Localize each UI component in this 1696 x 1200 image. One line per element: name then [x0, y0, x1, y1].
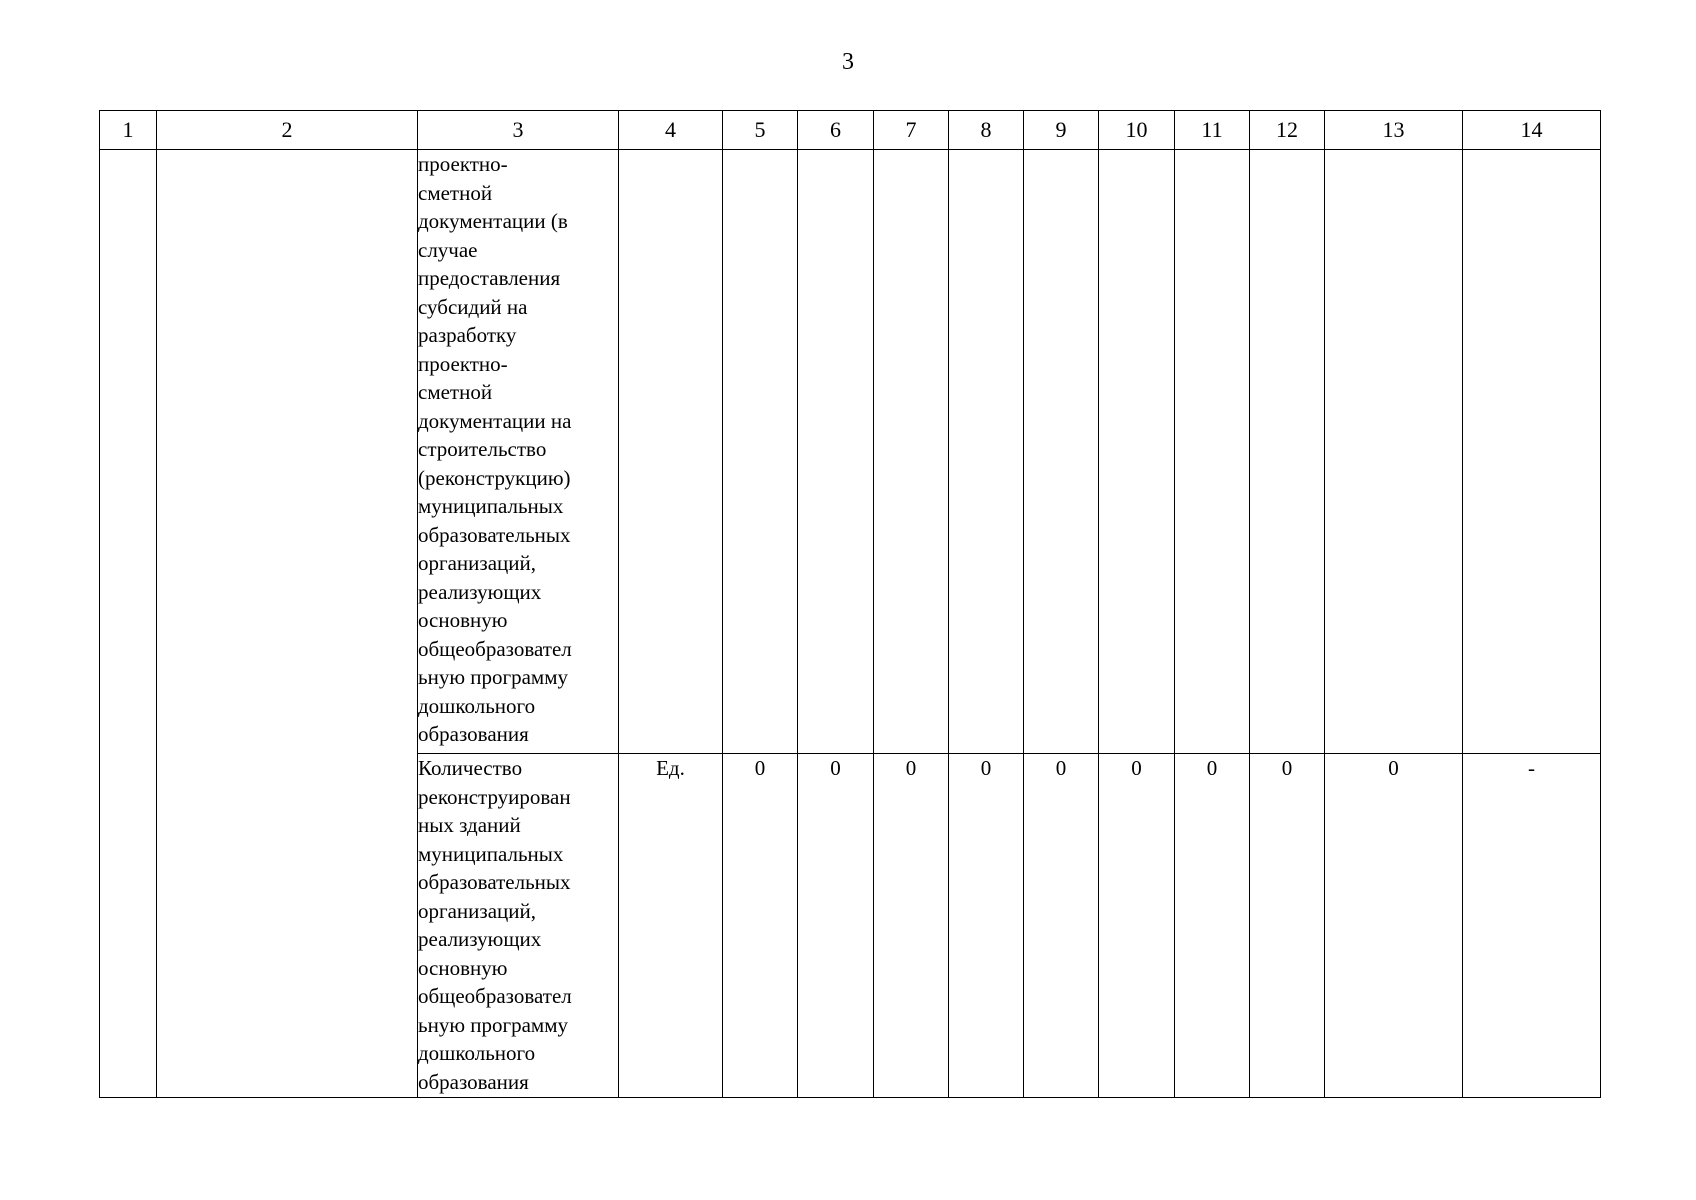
cell-value: [723, 150, 798, 754]
indicator-line: образования: [418, 1069, 529, 1094]
cell-value: 0: [949, 754, 1024, 1098]
indicator-line: сметной: [418, 180, 493, 205]
cell-value: [1325, 150, 1463, 754]
indicator-line: организаций,: [418, 551, 536, 575]
cell-number: [100, 150, 157, 1098]
indicator-line: реконструирован: [418, 784, 571, 809]
column-header: 6: [798, 111, 874, 150]
indicator-line: документации (в: [418, 209, 568, 233]
cell-value: [1099, 150, 1175, 754]
column-header: 12: [1250, 111, 1325, 150]
cell-value: 0: [798, 754, 874, 1098]
column-header: 1: [100, 111, 157, 150]
cell-indicator: [418, 150, 619, 754]
cell-value: [1024, 150, 1099, 754]
indicator-line: дошкольного: [418, 693, 536, 718]
column-header: 14: [1463, 111, 1601, 150]
indicator-line: субсидий на: [418, 294, 528, 319]
column-header: 7: [874, 111, 949, 150]
header-row: [100, 111, 1601, 150]
cell-note: -: [1463, 754, 1601, 1098]
indicator-line: предоставления: [418, 266, 561, 290]
cell-note: [1463, 150, 1601, 754]
indicator-line: ьную программу: [418, 1012, 569, 1037]
indicator-line: организаций,: [418, 898, 536, 923]
indicator-line: образования: [418, 722, 529, 746]
column-header: 2: [157, 111, 418, 150]
cell-value: [949, 150, 1024, 754]
indicator-line: муниципальных: [418, 494, 564, 518]
indicator-line: строительство: [418, 437, 547, 461]
indicator-line: ьную программу: [418, 665, 569, 689]
cell-value: 0: [1325, 754, 1463, 1098]
indicator-line: разработку: [418, 323, 517, 347]
cell-unit: Ед.: [619, 754, 723, 1098]
column-header: 3: [418, 111, 619, 150]
indicator-line: реализующих: [418, 579, 542, 604]
cell-value: [1250, 150, 1325, 754]
column-header: 11: [1175, 111, 1250, 150]
indicator-line: муниципальных: [418, 841, 564, 866]
cell-value: [874, 150, 949, 754]
cell-value: 0: [1024, 754, 1099, 1098]
cell-value: 0: [1175, 754, 1250, 1098]
cell-value: 0: [1250, 754, 1325, 1098]
column-header: 8: [949, 111, 1024, 150]
indicator-line: сметной: [418, 380, 493, 404]
column-header: 9: [1024, 111, 1099, 150]
indicator-line: основную: [418, 955, 508, 980]
cell-unit: [619, 150, 723, 754]
column-header: 5: [723, 111, 798, 150]
indicator-line: случае: [418, 237, 478, 262]
column-header: 13: [1325, 111, 1463, 150]
cell-indicator: [418, 754, 619, 1098]
cell-value: 0: [1099, 754, 1175, 1098]
cell-value: 0: [723, 754, 798, 1098]
indicator-line: образовательных: [418, 522, 571, 547]
indicator-line: основную: [418, 608, 508, 632]
indicator-line: дошкольного: [418, 1041, 536, 1065]
column-header: 4: [619, 111, 723, 150]
cell-value: [1175, 150, 1250, 754]
indicators-table: [99, 110, 1601, 1098]
indicator-line: проектно-: [418, 152, 508, 176]
indicator-line: реализующих: [418, 927, 542, 951]
indicator-line: ных зданий: [418, 813, 521, 837]
indicator-line: документации на: [418, 408, 572, 433]
page-number: 3: [842, 49, 854, 75]
cell-value: [798, 150, 874, 754]
column-header: 10: [1099, 111, 1175, 150]
indicator-line: проектно-: [418, 351, 508, 376]
cell-value: 0: [874, 754, 949, 1098]
indicator-line: Количество: [418, 756, 523, 780]
indicator-line: образовательных: [418, 870, 571, 894]
cell-program-name: [157, 150, 418, 1098]
table-row: [100, 150, 1601, 754]
indicator-line: общеобразовател: [418, 984, 572, 1008]
indicator-line: (реконструкцию): [418, 465, 571, 490]
indicator-line: общеобразовател: [418, 636, 572, 661]
